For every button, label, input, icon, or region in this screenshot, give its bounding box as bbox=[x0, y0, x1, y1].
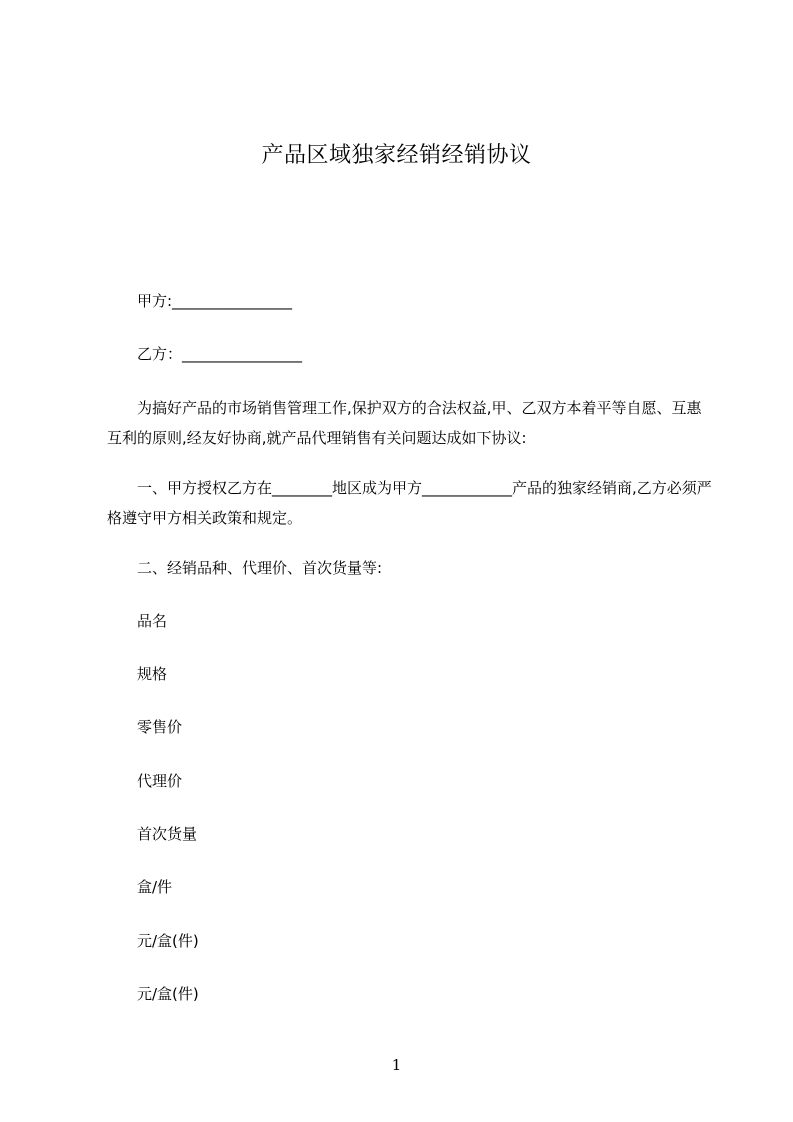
item-first-quantity-label: 首次货量 bbox=[137, 825, 198, 843]
item-retail-price-label: 零售价 bbox=[137, 718, 183, 736]
item-unit-box-label: 盒/件 bbox=[137, 878, 173, 896]
item-spec-label: 规格 bbox=[137, 665, 168, 683]
document-title: 产品区域独家经销经销协议 bbox=[261, 143, 532, 168]
party-a-line: 甲方:________________ bbox=[137, 292, 293, 310]
item-name-label: 品名 bbox=[137, 612, 168, 630]
intro-paragraph: 为搞好产品的市场销售管理工作,保护双方的合法权益,甲、乙双方本着平等自愿、互惠互利的原则,经友好协商,就产品代理销售有关问题达成如下协议: bbox=[107, 399, 702, 447]
party-b-line: 乙方：________________ bbox=[137, 345, 303, 363]
page-number: 1 bbox=[391, 1056, 402, 1074]
item-unit-price-label-2: 元/盒(件) bbox=[137, 985, 199, 1003]
item-unit-price-label-1: 元/盒(件) bbox=[137, 932, 199, 950]
clause-1-paragraph: 一、甲方授权乙方在________地区成为甲方____________产品的独家经销商,乙方必须严格遵守甲方相关政策和规定。 bbox=[107, 479, 712, 527]
item-agent-price-label: 代理价 bbox=[137, 772, 183, 790]
clause-2-heading: 二、经销品种、代理价、首次货量等: bbox=[137, 559, 383, 577]
